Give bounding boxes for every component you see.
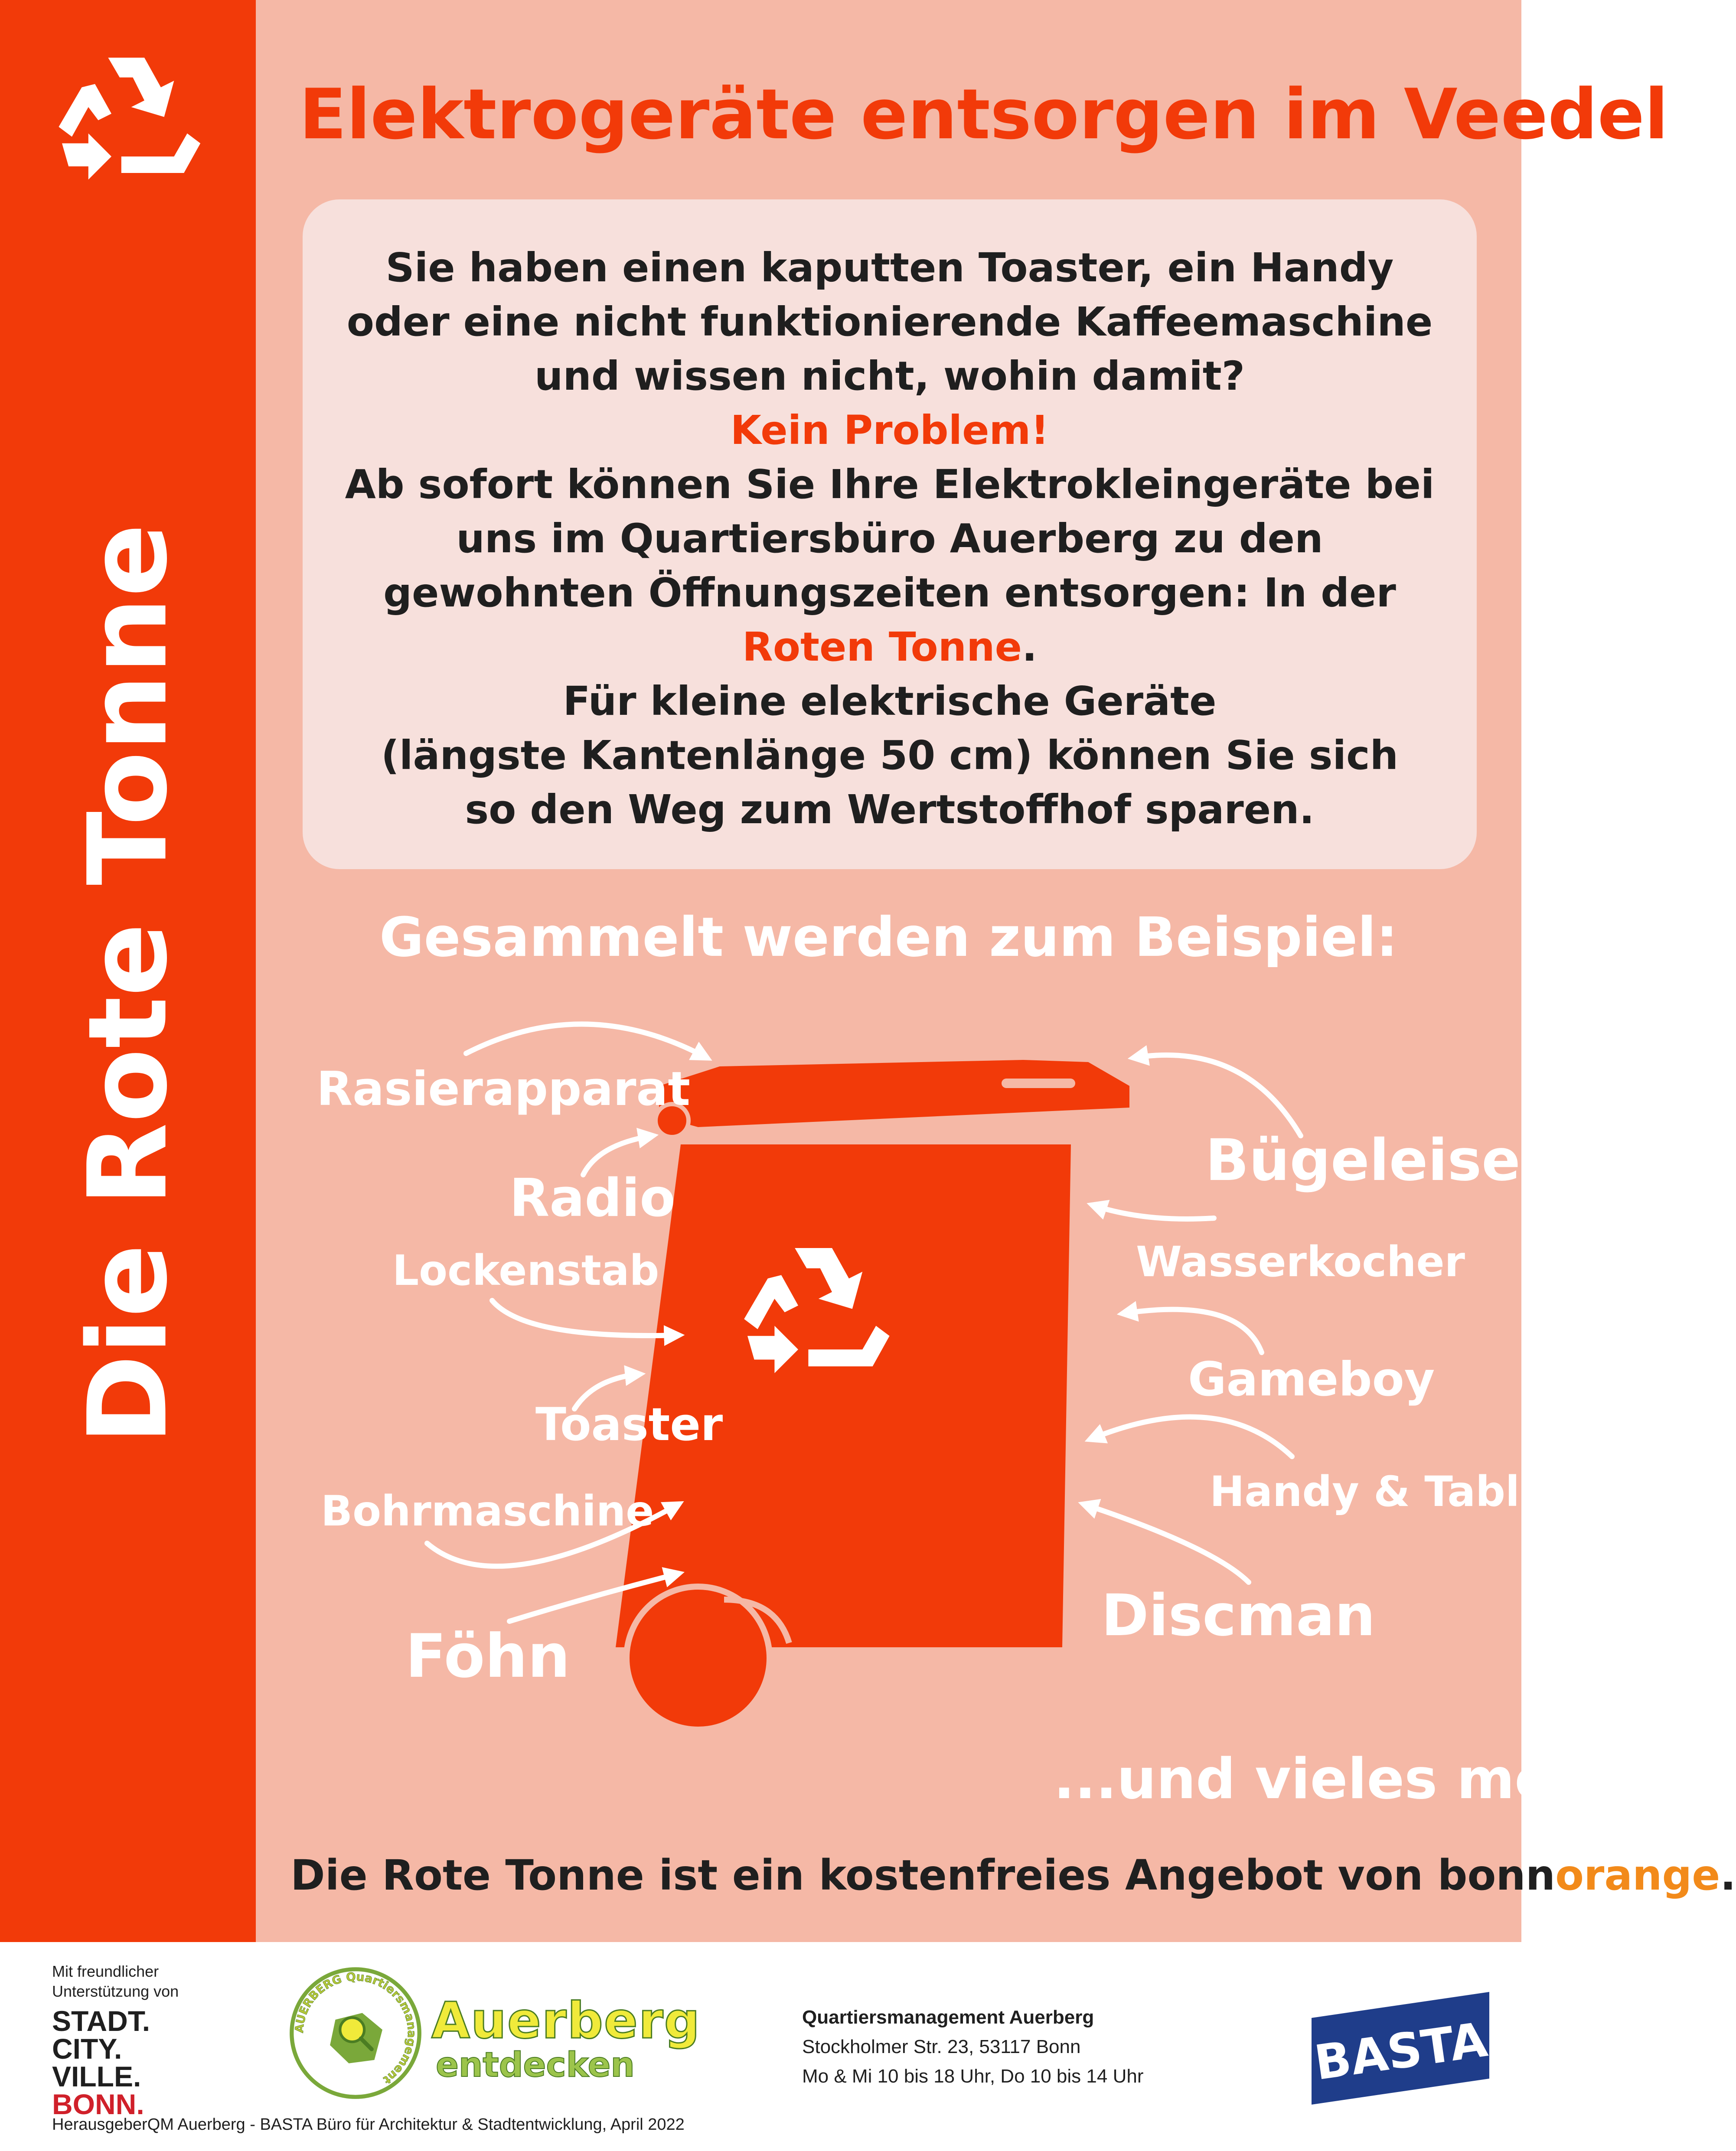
info-line: Ab sofort können Sie Ihre Elektrokleingeräte bei [345, 461, 1435, 508]
tagline [290, 1851, 1736, 1900]
info-line: und wissen nicht, wohin damit? [534, 353, 1245, 399]
support-line: Unterstützung von [52, 1982, 179, 2000]
item-buegeleisen: Bügeleisen [1205, 1127, 1561, 1194]
bonn-logo-line: VILLE. [52, 2060, 141, 2092]
publisher-note: HerausgeberQM Auerberg - BASTA Büro für Architektur & Stadtentwicklung, April 2022 [52, 2115, 685, 2134]
info-line: oder eine nicht funktionierende Kaffeemaschine [346, 299, 1433, 345]
bonn-logo-line: BONN. [52, 2088, 144, 2120]
bonn-logo-line: STADT. [52, 2005, 150, 2037]
info-line: gewohnten Öffnungszeiten entsorgen: In der [383, 570, 1396, 616]
auerberg-entdecken-logo [431, 1992, 701, 2085]
item-discman: Discman [1101, 1582, 1376, 1649]
item-wasserkocher: Wasserkocher [1136, 1238, 1465, 1286]
main-panel [256, 0, 1736, 1942]
info-line: Sie haben einen kaputten Toaster, ein Handy [385, 244, 1394, 291]
seal-text: AUERBERG Quartiersmanagement [293, 1970, 418, 2086]
basta-logo-text: BASTA [1311, 2011, 1491, 2091]
bonn-city-logo [52, 2007, 150, 2118]
item-radio: Radio [509, 1168, 675, 1229]
bin-wheel [627, 1587, 770, 1730]
footer [0, 1942, 1521, 2151]
item-lockenstab: Lockenstab [392, 1246, 659, 1295]
bonn-logo-line: CITY. [52, 2033, 122, 2065]
item-rasierapparat: Rasierapparat [317, 1062, 690, 1116]
quartiersmanagement-seal-logo [288, 1966, 423, 2100]
tagline-text: Die Rote Tonne ist ein kostenfreies Angebot von [290, 1851, 1438, 1900]
sidebar [0, 0, 256, 1942]
basta-logo [1312, 1992, 1489, 2105]
info-line: (längste Kantenlänge 50 cm) können Sie sich [381, 732, 1399, 779]
tagline-end: . [1720, 1851, 1736, 1900]
examples-heading: Gesammelt werden zum Beispiel: [379, 906, 1398, 969]
recycle-icon [46, 41, 210, 206]
item-foehn: Föhn [405, 1621, 570, 1691]
item-bohrmaschine: Bohrmaschine [321, 1487, 654, 1535]
bin-lid [659, 1060, 1129, 1127]
auerberg-logo-subtitle: entdecken [436, 2046, 635, 2085]
tagline-brand-b: orange [1555, 1851, 1720, 1900]
item-toaster: Toaster [535, 1398, 723, 1451]
headline: Elektrogeräte entsorgen im Veedel [299, 74, 1668, 155]
item-handy-tablet: Handy & Tablet [1210, 1467, 1568, 1516]
info-highlight: Kein Problem! [730, 407, 1049, 453]
support-note [52, 1962, 179, 2001]
more-text: ...und vieles mehr! [1054, 1747, 1645, 1812]
info-period: . [1022, 624, 1038, 670]
contact-address: Stockholmer Str. 23, 53117 Bonn [802, 2036, 1081, 2057]
contact-hours: Mo & Mi 10 bis 18 Uhr, Do 10 bis 14 Uhr [802, 2066, 1144, 2087]
contact-block [802, 2003, 1143, 2091]
info-line: so den Weg zum Wertstoffhof sparen. [465, 786, 1315, 833]
bin-body [616, 1144, 1071, 1647]
tagline-brand-a: bonn [1437, 1851, 1556, 1900]
info-line: uns im Quartiersbüro Auerberg zu den [456, 515, 1323, 562]
sidebar-title: Die Rote Tonne [65, 523, 191, 1445]
contact-name: Quartiersmanagement Auerberg [802, 2007, 1094, 2028]
info-roten-tonne: Roten Tonne [742, 624, 1022, 670]
info-line: Für kleine elektrische Geräte [563, 678, 1217, 724]
support-line: Mit freundlicher [52, 1962, 159, 1980]
item-gameboy: Gameboy [1188, 1353, 1435, 1407]
auerberg-logo-title: Auerberg [431, 1992, 701, 2050]
